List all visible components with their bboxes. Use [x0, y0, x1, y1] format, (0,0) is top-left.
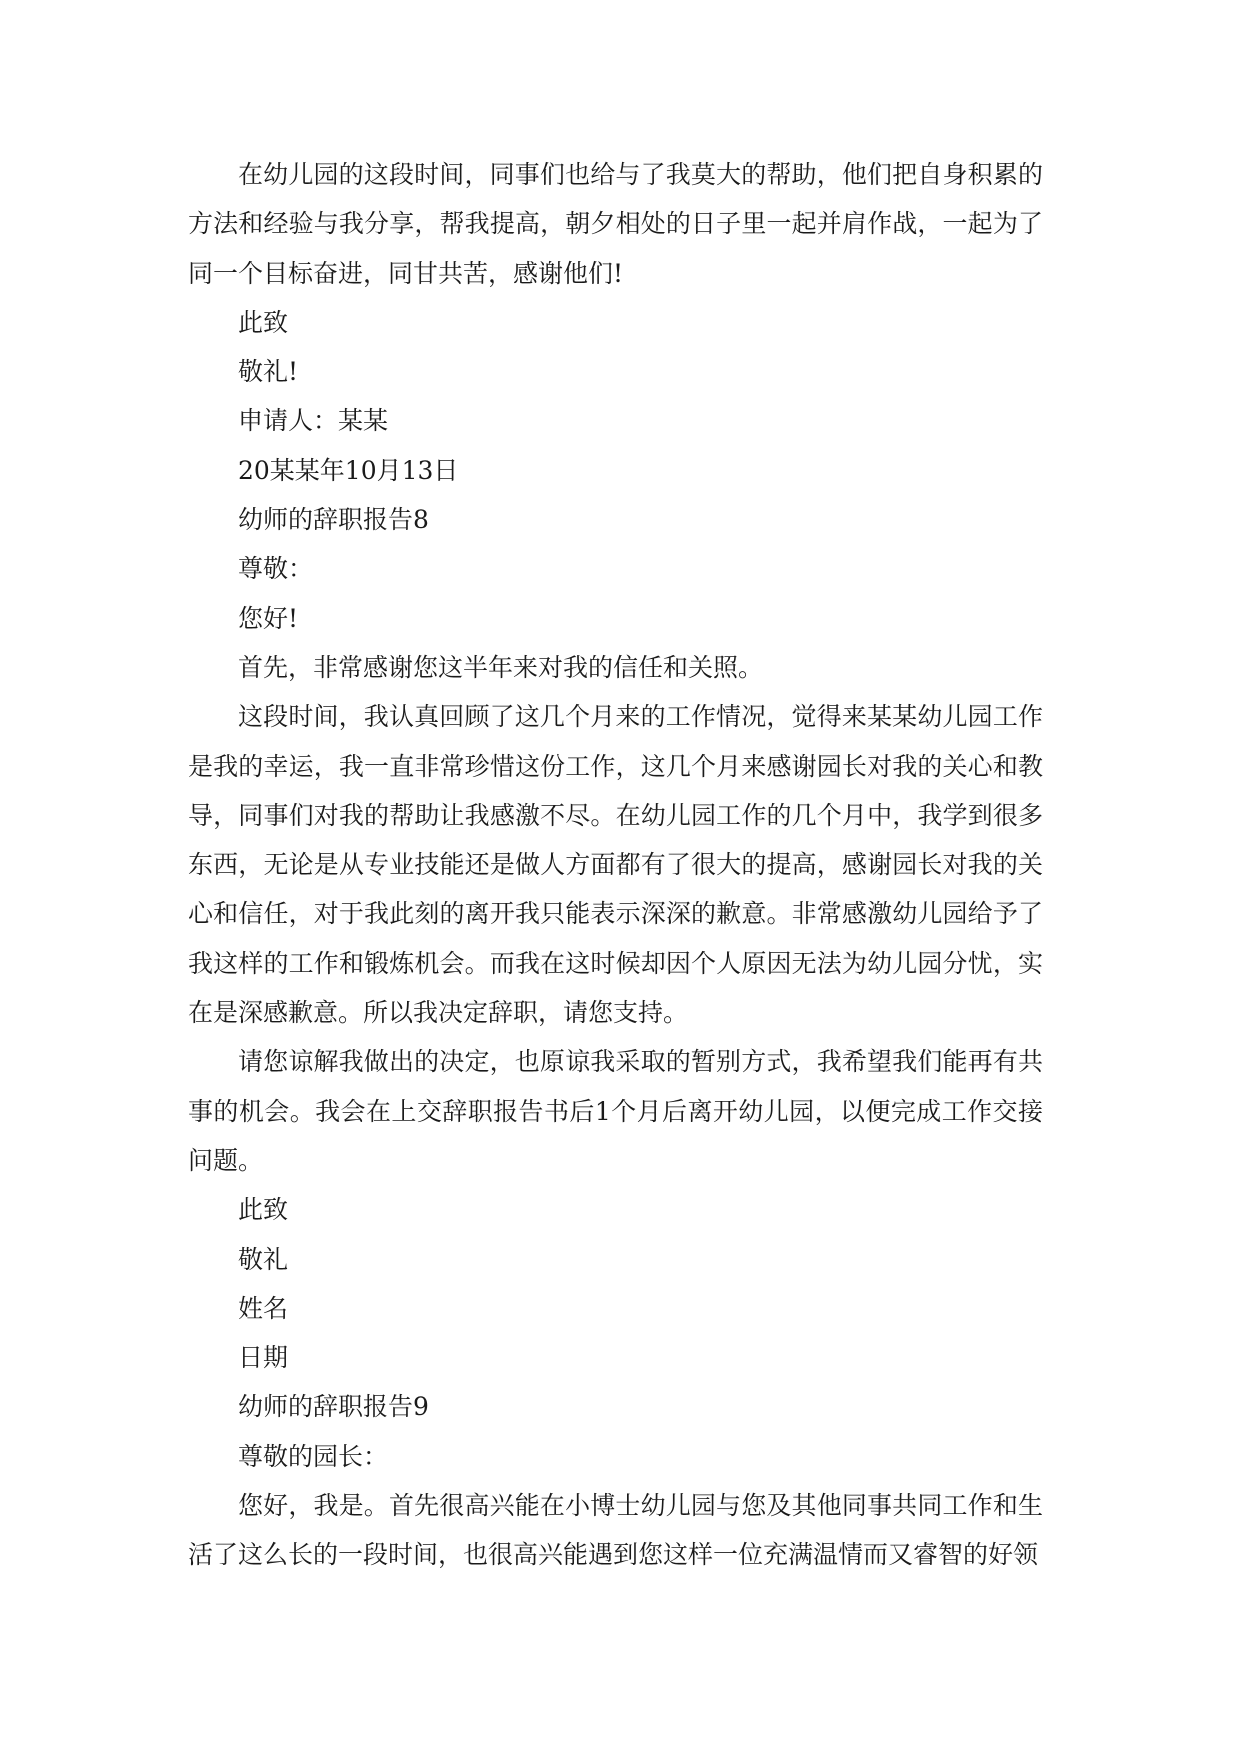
section-heading-9: 幼师的辞职报告9	[238, 1392, 429, 1422]
closing-salutation: 此致	[238, 1195, 289, 1225]
signature-date: 日期	[238, 1343, 289, 1373]
closing-regards: 敬礼	[238, 1244, 289, 1274]
section-heading-8: 幼师的辞职报告8	[238, 505, 429, 535]
closing-regards: 敬礼!	[238, 357, 299, 387]
paragraph-thanks: 首先，非常感谢您这半年来对我的信任和关照。	[238, 652, 764, 682]
letter-greeting: 尊敬：	[238, 554, 314, 584]
letter-hello: 您好!	[238, 603, 299, 633]
paragraph-reflection: 这段时间，我认真回顾了这几个月来的工作情况，觉得来某某幼儿园工作是我的幸运，我一直非常珍惜这份工作，这几个月来感谢园长对我的关心和教导，同事们对我的帮助让我感激不尽。在幼儿园工作的几个月中，我学到很多东西，无论是从专业技能还是做人方面都有了很大的提高，感谢园长对我的关心和信任，对于我此刻的离开我只能表示深深的歉意。非常感激幼儿园给予了我这样的工作和锻炼机会。而我在这时候却因个人原因无法为幼儿园分忧，实在是深感歉意。所以我决定辞职，请您支持。	[188, 702, 1043, 1028]
letter-date: 20某某年10月13日	[238, 455, 459, 485]
paragraph-introduction: 您好，我是。首先很高兴能在小博士幼儿园与您及其他同事共同工作和生活了这么长的一段时间，也很高兴能遇到您这样一位充满温情而又睿智的好领	[188, 1491, 1043, 1570]
applicant-name: 申请人：某某	[238, 406, 389, 436]
paragraph-request: 请您谅解我做出的决定，也原谅我采取的暂别方式，我希望我们能再有共事的机会。我会在上交辞职报告书后1个月后离开幼儿园，以便完成工作交接问题。	[188, 1047, 1043, 1175]
paragraph-colleagues-thanks: 在幼儿园的这段时间，同事们也给与了我莫大的帮助，他们把自身积累的方法和经验与我分享，帮我提高，朝夕相处的日子里一起并肩作战，一起为了同一个目标奋进，同甘共苦，感谢他们!	[188, 160, 1043, 288]
signature-name: 姓名	[238, 1293, 289, 1323]
closing-salutation: 此致	[238, 307, 289, 337]
letter-greeting: 尊敬的园长：	[238, 1441, 389, 1471]
document-body	[188, 150, 1043, 1580]
